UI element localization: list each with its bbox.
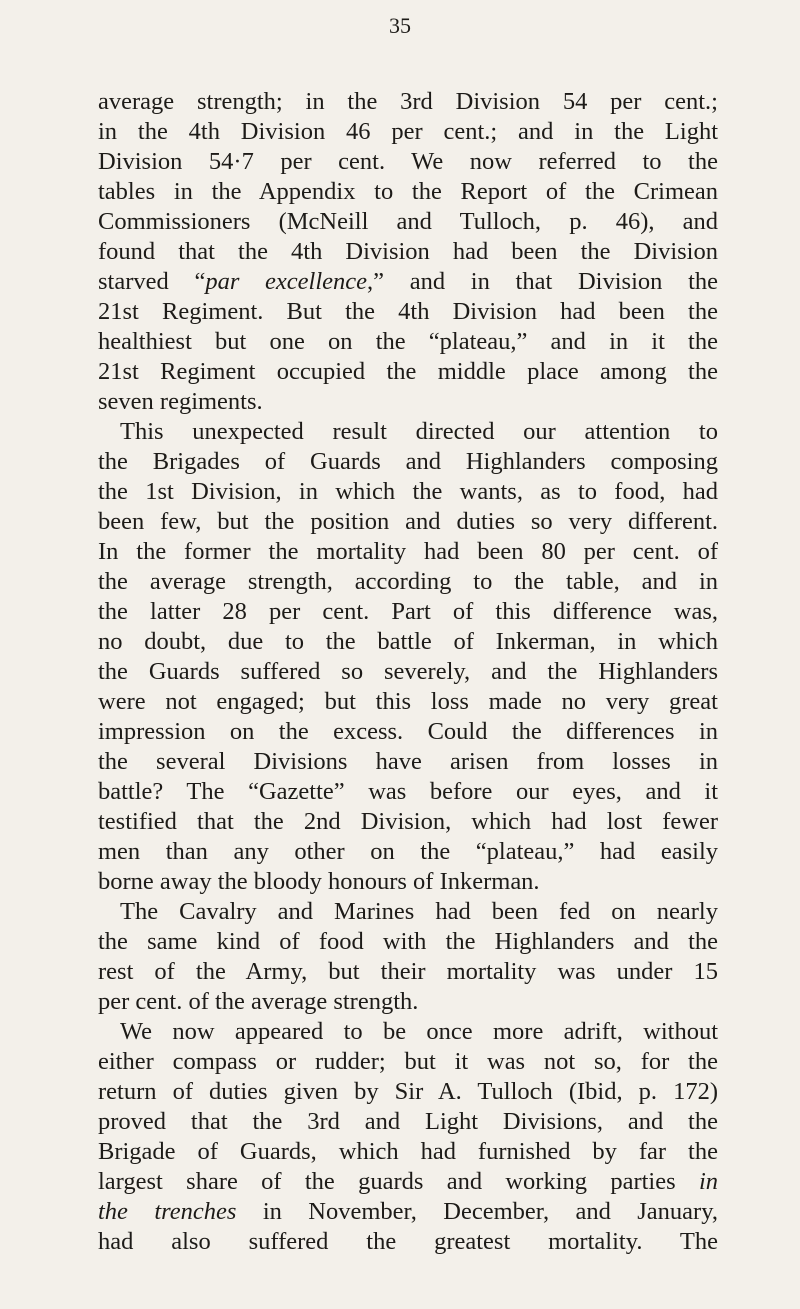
- text-line: in the 4th Division 46 per cent.; and in the Light: [98, 118, 718, 145]
- text-line: The Cavalry and Marines had been fed on nearly: [120, 898, 718, 925]
- text-line: 21st Regiment occupied the middle place among the: [98, 358, 718, 385]
- text-line: no doubt, due to the battle of Inkerman, in which: [98, 628, 718, 655]
- text-line: Division 54·7 per cent. We now referred to the: [98, 148, 718, 175]
- text-line: found that the 4th Division had been the Division: [98, 238, 718, 265]
- text-line: the Guards suffered so severely, and the Highlanders: [98, 658, 718, 685]
- text-line: proved that the 3rd and Light Divisions, and the: [98, 1108, 718, 1135]
- text-line: borne away the bloody honours of Inkerman.: [98, 868, 540, 895]
- text-line: tables in the Appendix to the Report of the Crimean: [98, 178, 718, 205]
- text-line: testified that the 2nd Division, which had lost fewer: [98, 808, 718, 835]
- text-line: [98, 267, 718, 297]
- text-line: the Brigades of Guards and Highlanders composing: [98, 448, 718, 475]
- text-line: impression on the excess. Could the differences in: [98, 718, 718, 745]
- text-line: healthiest but one on the “plateau,” and in it the: [98, 328, 718, 355]
- text-line: either compass or rudder; but it was not so, for the: [98, 1048, 718, 1075]
- text-line: been few, but the position and duties so very different.: [98, 508, 718, 535]
- text-line: We now appeared to be once more adrift, without: [120, 1018, 718, 1045]
- text-line: This unexpected result directed our attention to: [120, 418, 718, 445]
- text-line: 21st Regiment. But the 4th Division had been the: [98, 298, 718, 325]
- text-line: [98, 1197, 718, 1227]
- page-number: 35: [389, 13, 411, 38]
- text-line: men than any other on the “plateau,” had easily: [98, 838, 718, 865]
- text-line: were not engaged; but this loss made no very great: [98, 688, 718, 715]
- body-text: [98, 87, 718, 1257]
- text-line: the average strength, according to the table, and in: [98, 568, 718, 595]
- text-segment: starved “: [98, 268, 206, 295]
- text-line: seven regiments.: [98, 388, 263, 415]
- text-line: In the former the mortality had been 80 per cent. of: [98, 538, 718, 565]
- text-line: per cent. of the average strength.: [98, 988, 419, 1015]
- italic-text-segment: par excellence: [205, 268, 368, 295]
- text-line: the 1st Division, in which the wants, as to food, had: [98, 478, 718, 505]
- text-line: had also suffered the greatest mortality. The: [98, 1228, 718, 1255]
- text-line: the same kind of food with the Highlanders and the: [98, 928, 718, 955]
- italic-text-segment: the trenches: [98, 1198, 237, 1225]
- text-segment: in November, December, and January,: [236, 1198, 718, 1225]
- text-line: Brigade of Guards, which had furnished by far the: [98, 1138, 718, 1165]
- text-line: the several Divisions have arisen from losses in: [98, 748, 718, 775]
- text-line: return of duties given by Sir A. Tulloch (Ibid, p. 172): [98, 1078, 718, 1105]
- text-line: [98, 1167, 718, 1197]
- text-line: battle? The “Gazette” was before our eyes, and it: [98, 778, 718, 805]
- text-segment: ,” and in that Division the: [367, 268, 719, 295]
- text-segment: largest share of the guards and working parties: [98, 1168, 699, 1195]
- text-line: average strength; in the 3rd Division 54 per cent.;: [98, 88, 718, 115]
- text-line: rest of the Army, but their mortality was under 15: [98, 958, 718, 985]
- text-line: the latter 28 per cent. Part of this difference was,: [98, 598, 718, 625]
- text-line: Commissioners (McNeill and Tulloch, p. 46), and: [98, 208, 718, 235]
- italic-text-segment: in: [698, 1168, 718, 1195]
